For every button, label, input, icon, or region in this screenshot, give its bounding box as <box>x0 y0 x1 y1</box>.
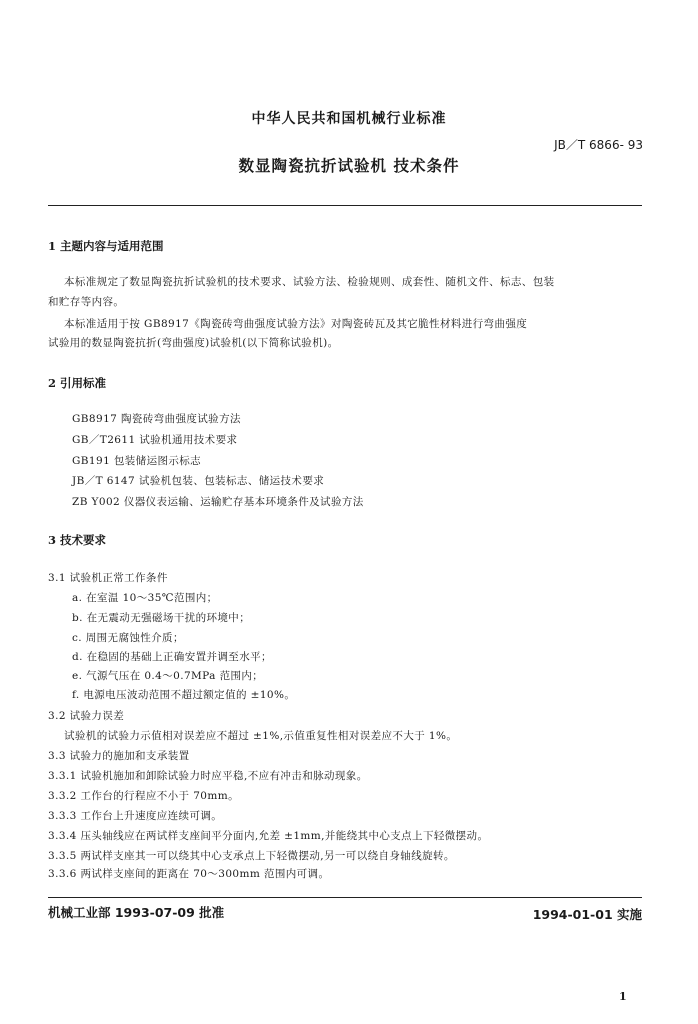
section-1-para1-line2: 和贮存等内容。 <box>48 296 125 308</box>
sub-clause: 3.3.3 工作台上升速度应连续可调。 <box>48 810 223 822</box>
reference-item: GB191 包装储运图示标志 <box>72 455 202 467</box>
page-number: 1 <box>619 990 627 1003</box>
sub-clause: 3.3.4 压头轴线应在两试样支座间平分面内,允差 ±1mm,并能绕其中心支点上下轻微摆动。 <box>48 830 489 842</box>
implementation-date: 1994-01-01 实施 <box>532 907 642 922</box>
reference-item: GB／T2611 试验机通用技术要求 <box>72 434 238 446</box>
document-title: 数显陶瓷抗折试验机 技术条件 <box>238 156 460 175</box>
section-1-para2-line2: 试验用的数显陶瓷抗折(弯曲强度)试验机(以下简称试验机)。 <box>48 337 339 349</box>
reference-item: JB／T 6147 试验机包装、包装标志、储运技术要求 <box>72 475 325 487</box>
approval-date: 机械工业部 1993-07-09 批准 <box>48 905 225 920</box>
section-3-heading: 3 技术要求 <box>48 533 107 547</box>
reference-item: ZB Y002 仪器仪表运输、运输贮存基本环境条件及试验方法 <box>72 496 364 508</box>
condition-item: e. 气源气压在 0.4～0.7MPa 范围内； <box>72 670 264 682</box>
condition-item: a. 在室温 10～35℃范围内； <box>72 592 218 604</box>
sub-clause: 3.3.2 工作台的行程应不小于 70mm。 <box>48 790 239 802</box>
clause-3-2: 3.2 试验力误差 <box>48 710 125 722</box>
standard-category: 中华人民共和国机械行业标准 <box>251 111 447 127</box>
condition-item: c. 周围无腐蚀性介质； <box>72 632 184 644</box>
standard-number: JB／T 6866- 93 <box>554 138 643 152</box>
section-1-para1-line1: 本标准规定了数显陶瓷抗折试验机的技术要求、试验方法、检验规则、成套性、随机文件、标志、包装 <box>64 276 555 288</box>
sub-clause: 3.3.6 两试样支座间的距离在 70～300mm 范围内可调。 <box>48 868 330 880</box>
header-divider <box>48 205 642 206</box>
sub-clause: 3.3.5 两试样支座其一可以绕其中心支承点上下轻微摆动,另一可以绕自身轴线旋转。 <box>48 850 455 862</box>
section-1-para2-line1: 本标准适用于按 GB8917《陶瓷砖弯曲强度试验方法》对陶瓷砖瓦及其它脆性材料进行弯曲强度 <box>64 318 528 330</box>
reference-item: GB8917 陶瓷砖弯曲强度试验方法 <box>72 413 241 425</box>
footer-divider <box>48 897 642 898</box>
sub-clause: 3.3.1 试验机施加和卸除试验力时应平稳,不应有冲击和脉动现象。 <box>48 770 368 782</box>
clause-3-2-text: 试验机的试验力示值相对误差应不超过 ±1%,示值重复性相对误差应不大于 1%。 <box>64 730 458 742</box>
clause-3-1: 3.1 试验机正常工作条件 <box>48 572 168 584</box>
section-1-heading: 1 主题内容与适用范围 <box>48 239 164 253</box>
condition-item: b. 在无震动无强磁场干扰的环境中； <box>72 612 251 624</box>
condition-item: d. 在稳固的基础上正确安置并调至水平； <box>72 651 272 663</box>
condition-item: f. 电源电压波动范围不超过额定值的 ±10%。 <box>72 689 296 701</box>
section-2-heading: 2 引用标准 <box>48 376 107 390</box>
clause-3-3: 3.3 试验力的施加和支承装置 <box>48 750 190 762</box>
